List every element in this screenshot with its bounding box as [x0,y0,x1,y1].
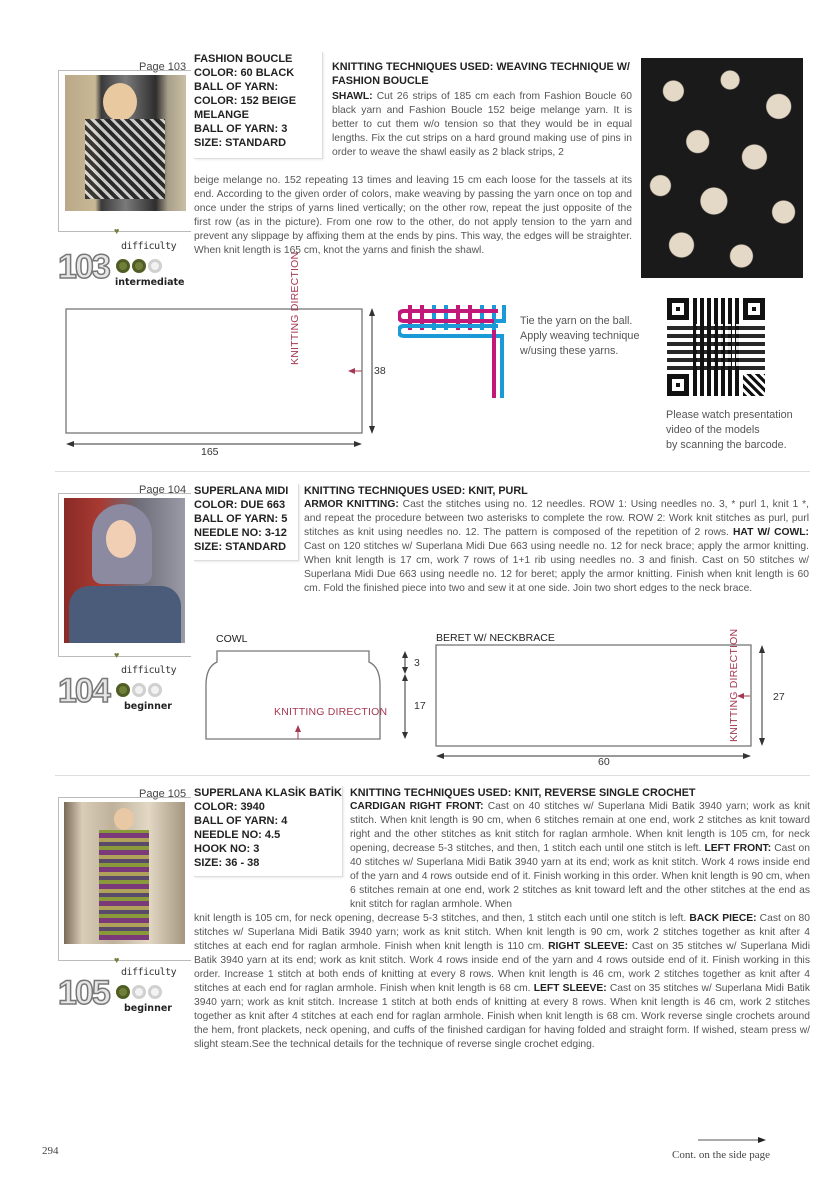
yarn-line: NEEDLE NO: 3-12 [194,527,287,539]
yarn-line: FASHION BOUCLE [194,53,293,65]
yarn-info-105 [194,786,343,877]
instructions-103-part2 [194,174,632,258]
weave-note-line: Apply weaving technique [520,330,640,342]
page-label-103: Page 103 [139,61,187,73]
section-text: Cast the stitches using no. 12 needles. ROW 1: Using needles no. 3, * purl 1, knit 1 *, and repeat the procedure between two asterisks to complete the row. ROW 2: Work knit stitches as purl, purl stitches as knit using needles no. 12. The pattern is composed of the repetition of 2 rows. [304,499,809,538]
direction-arrow-icon [295,725,301,732]
difficulty-dot-filled [116,259,130,273]
photo-cardigan [99,830,149,940]
page-label-104: Page 104 [139,484,187,496]
direction-arrow-icon [348,368,355,374]
photo-face [106,520,136,558]
photo-face [103,83,137,121]
techniques-title-103: KNITTING TECHNIQUES USED: WEAVING TECHNIQUE W/ FASHION BOUCLE [332,61,630,87]
arrow-down-icon [369,426,375,434]
shawl-diagram [55,298,395,458]
arrow-left-icon [436,753,444,759]
arrow-right-icon [354,441,362,447]
beret-outline [436,645,751,746]
model-photo-cowl [64,498,185,643]
section-text: Cast on 40 stitches w/ Superlana Midi Batik 3940 yarn at its end; work as knit stitch. Work 4 rows inside end of the yarn and 4 rows outside end of it. Finish working in this order. When knit length is 90 cm, when 6 stitches remain at one end, work 2 stitches as knit toward left and the other stitches at the end as knit stitch for raglan armhole. When [350,843,810,910]
qr-finder [667,298,689,320]
difficulty-rating-104 [116,683,164,702]
arrow-up-icon [402,651,408,658]
yarn-line: BALL OF YARN: 5 [194,513,288,525]
difficulty-level-104: beginner [124,701,172,712]
cowl-height: 17 [414,700,426,712]
yarn-line: BALL OF YARN: 3 [194,123,288,135]
difficulty-dot-filled [116,683,130,697]
yarn-line: SUPERLANA KLASİK BATİK [194,787,342,799]
yarn-line: BALL OF YARN: 4 [194,815,288,827]
yarn-line: BALL OF YARN: [194,81,279,93]
knitting-direction-103: KNITTING DIRECTION [289,251,301,365]
weft-strip [399,326,502,398]
weave-illustration [398,300,516,418]
page-number: 294 [42,1145,59,1157]
difficulty-dot-empty [148,259,162,273]
arrow-up-icon [369,308,375,316]
section-label: SHAWL: [332,91,373,102]
difficulty-dot-filled [116,985,130,999]
arrow-left-icon [66,441,74,447]
techniques-title-105: KNITTING TECHNIQUES USED: KNIT, REVERSE SINGLE CROCHET [350,787,696,799]
photo-frame-104 [58,493,191,657]
model-photo-cardigan [64,802,185,944]
photo-jacket [69,586,181,643]
knitting-direction-beret: KNITTING DIRECTION [728,628,740,742]
difficulty-label-105: difficulty [121,967,177,978]
yarn-line: COLOR: 60 BLACK [194,67,295,79]
yarn-line: HOOK NO: 3 [194,843,260,855]
continued-note[interactable]: Cont. on the side page [672,1149,771,1161]
qr-modules [743,374,765,396]
section-text: Cast on 120 stitches w/ Superlana Midi Due 663 using needle no. 12 for neck brace; apply the armor knitting. When knit length is 17 cm, work 7 rows of 1+1 rib using needles no. 3 and finish. Cast on 50 stitches w/ Superlana Midi Due 663 using needle no. 12 for beret; apply the armor knitting. Finish when knit length is 60 cm. Fold the finished piece into two and sew it at one side. Join two short edges to the neck brace. [304,541,809,594]
weave-note-line: Tie the yarn on the ball. [520,315,633,327]
photo-face [114,808,134,830]
beret-title: BERET W/ NECKBRACE [436,632,555,644]
section-text: Cast on 35 stitches w/ Superlana Midi Batik 3940 yarn at its end; work as knit stitch. Work 4 rows inside end of the yarn and 4 rows outside end of it. Finish working in this order. Increase 1 stitch at both ends of knitting at every 8 rows. When knit length is 46 cm, work 2 stitches together as knit after 4 stitches at each end for raglan armhole. Finish when knit length is 68 cm. [194,941,811,994]
arrow-right-icon [743,753,751,759]
section-label: LEFT SLEEVE: [533,983,607,994]
qr-note-line: by scanning the barcode. [666,439,787,451]
difficulty-dot-empty [148,985,162,999]
width-value-103: 165 [201,446,219,458]
arrow-up-icon [402,674,408,681]
difficulty-level-103: intermediate [115,277,185,288]
difficulty-dot-empty [132,985,146,999]
height-value-103: 38 [374,365,386,377]
section-label: ARMOR KNITTING: [304,499,399,510]
qr-finder [667,374,689,396]
arrow-down-icon [402,667,408,674]
difficulty-dot-empty [132,683,146,697]
model-number-103: 103 [58,248,109,286]
instructions-103-part1 [332,90,632,160]
qr-note [666,408,793,453]
cowl-diagram [200,645,440,755]
section-text: Cut 26 strips of 185 cm each from Fashion Boucle 60 black yarn and Fashion Boucle 152 beige melange yarn. It is better to cut them w/o tension so that they would be in equal lengths. Fix the cut strips on a hard ground making use of pins in order to weave the shawl easily as 2 black strips, 2 [332,91,632,158]
difficulty-label-104: difficulty [121,665,177,676]
yarn-swatch-image [641,58,803,278]
weave-note-line: w/using these yarns. [520,345,619,357]
section-text: Cast on 40 stitches w/ Superlana Midi Batik 3940 yarn; work as knit stitch. When knit length is 90 cm, when 6 stitches remain at one end, work 2 stitches as knit toward right and the other stitches as knit stitch for raglan armhole. When knit length is 105 cm, for neck opening, decrease 5-3 stitches, and then, 1 stitch each until one stitch is left. [350,801,810,854]
instructions-105-part1 [350,800,810,912]
model-number-104: 104 [58,672,109,710]
heart-icon: ♥ [114,650,120,660]
cowl-top-height: 3 [414,657,420,669]
difficulty-label-103: difficulty [121,241,177,252]
yarn-info-104 [194,484,299,561]
qr-code[interactable] [667,298,765,396]
qr-note-line: Please watch presentation [666,409,793,421]
continue-arrow-icon [698,1135,768,1145]
arrow-down-icon [402,732,408,739]
arrow-up-icon [759,645,765,653]
yarn-line: NEEDLE NO: 4.5 [194,829,281,841]
yarn-info-103 [194,52,323,159]
yarn-line: SIZE: STANDARD [194,541,287,553]
section-text: beige melange no. 152 repeating 13 times and leaving 15 cm each loose for the tassels at its end. According to the given order of colors, make weaving by passing the yarn once on top and once under the strips of yarns lined vertically; on the other row, repeat the just opposite of the first row (as in the picture). From one row to the other, do not apply tension to the yarn and prevent any slippage by affixing them at the ends by pins. This way, the edges will be straighter. When knit length is 165 cm, knot the yarns and finish the shawl. [194,175,632,256]
model-photo-shawl [65,75,186,211]
difficulty-rating-105 [116,985,164,1004]
section-divider [55,471,810,472]
shawl-outline [66,309,362,433]
instructions-105-part2 [194,912,810,1052]
photo-frame-103 [58,70,191,232]
difficulty-dot-filled [132,259,146,273]
photo-frame-105 [58,797,191,961]
section-label: LEFT FRONT: [704,843,772,854]
beret-height: 27 [773,691,785,703]
yarn-line: COLOR: 3940 [194,801,265,813]
beret-width: 60 [598,756,610,768]
cowl-outline [206,651,380,739]
section-text: Cast on 80 stitches w/ Superlana Midi Batik 3940 yarn; work as knit stitch. When knit length is 90 cm, work 2 stitches together as knit after 4 stitches at each end for raglan armhole. Finish when knit length is 110 cm. [194,913,810,952]
qr-note-line: video of the models [666,424,760,436]
arrow-down-icon [759,738,765,746]
knitting-direction-cowl: KNITTING DIRECTION [274,706,388,718]
section-text: knit length is 105 cm, for neck opening, decrease 5-3 stitches, and then, 1 stitch each until one stitch is left. [194,913,690,924]
heart-icon: ♥ [114,955,120,965]
heart-icon: ♥ [114,226,120,236]
swatch-pattern [641,58,803,278]
difficulty-dot-empty [148,683,162,697]
yarn-line: SUPERLANA MIDI [194,485,289,497]
yarn-line: SIZE: 36 - 38 [194,857,260,869]
yarn-line: SIZE: STANDARD [194,137,287,149]
yarn-line: COLOR: DUE 663 [194,499,286,511]
section-label: BACK PIECE: [689,913,757,924]
difficulty-level-105: beginner [124,1003,172,1014]
section-label: CARDIGAN RIGHT FRONT: [350,801,484,812]
qr-modules [667,324,765,370]
yarn-line: MELANGE [194,109,249,121]
photo-shawl-pattern [85,119,165,199]
section-divider [55,775,810,776]
techniques-title-104: KNITTING TECHNIQUES USED: KNIT, PURL [304,485,528,497]
model-number-105: 105 [58,974,109,1012]
qr-finder [743,298,765,320]
cowl-title: COWL [216,633,248,645]
section-label: HAT W/ COWL: [732,527,809,538]
yarn-line: COLOR: 152 BEIGE [194,95,297,107]
section-label: RIGHT SLEEVE: [548,941,629,952]
difficulty-rating-103 [116,259,164,278]
weave-note [520,314,639,359]
instructions-104 [304,498,809,596]
page-label-105: Page 105 [139,788,187,800]
section-text: Cast on 35 stitches w/ Superlana Midi Batik 3940 yarn; work as knit stitch. Increase 1 stitch at both ends of knitting at every 8 rows. When knit length is 46 cm, work 2 stitches together as knit after 4 stitches at each end for raglan armhole. Finish when knit length is 68 cm. Work reverse single crochets around the hem, front plackets, neck opening, and cuffs of the finished cardigan for having folded and straight form. If wished, steam press w/ slight steam.See the technical details for the technique of reverse single crochet edging. [194,983,810,1050]
